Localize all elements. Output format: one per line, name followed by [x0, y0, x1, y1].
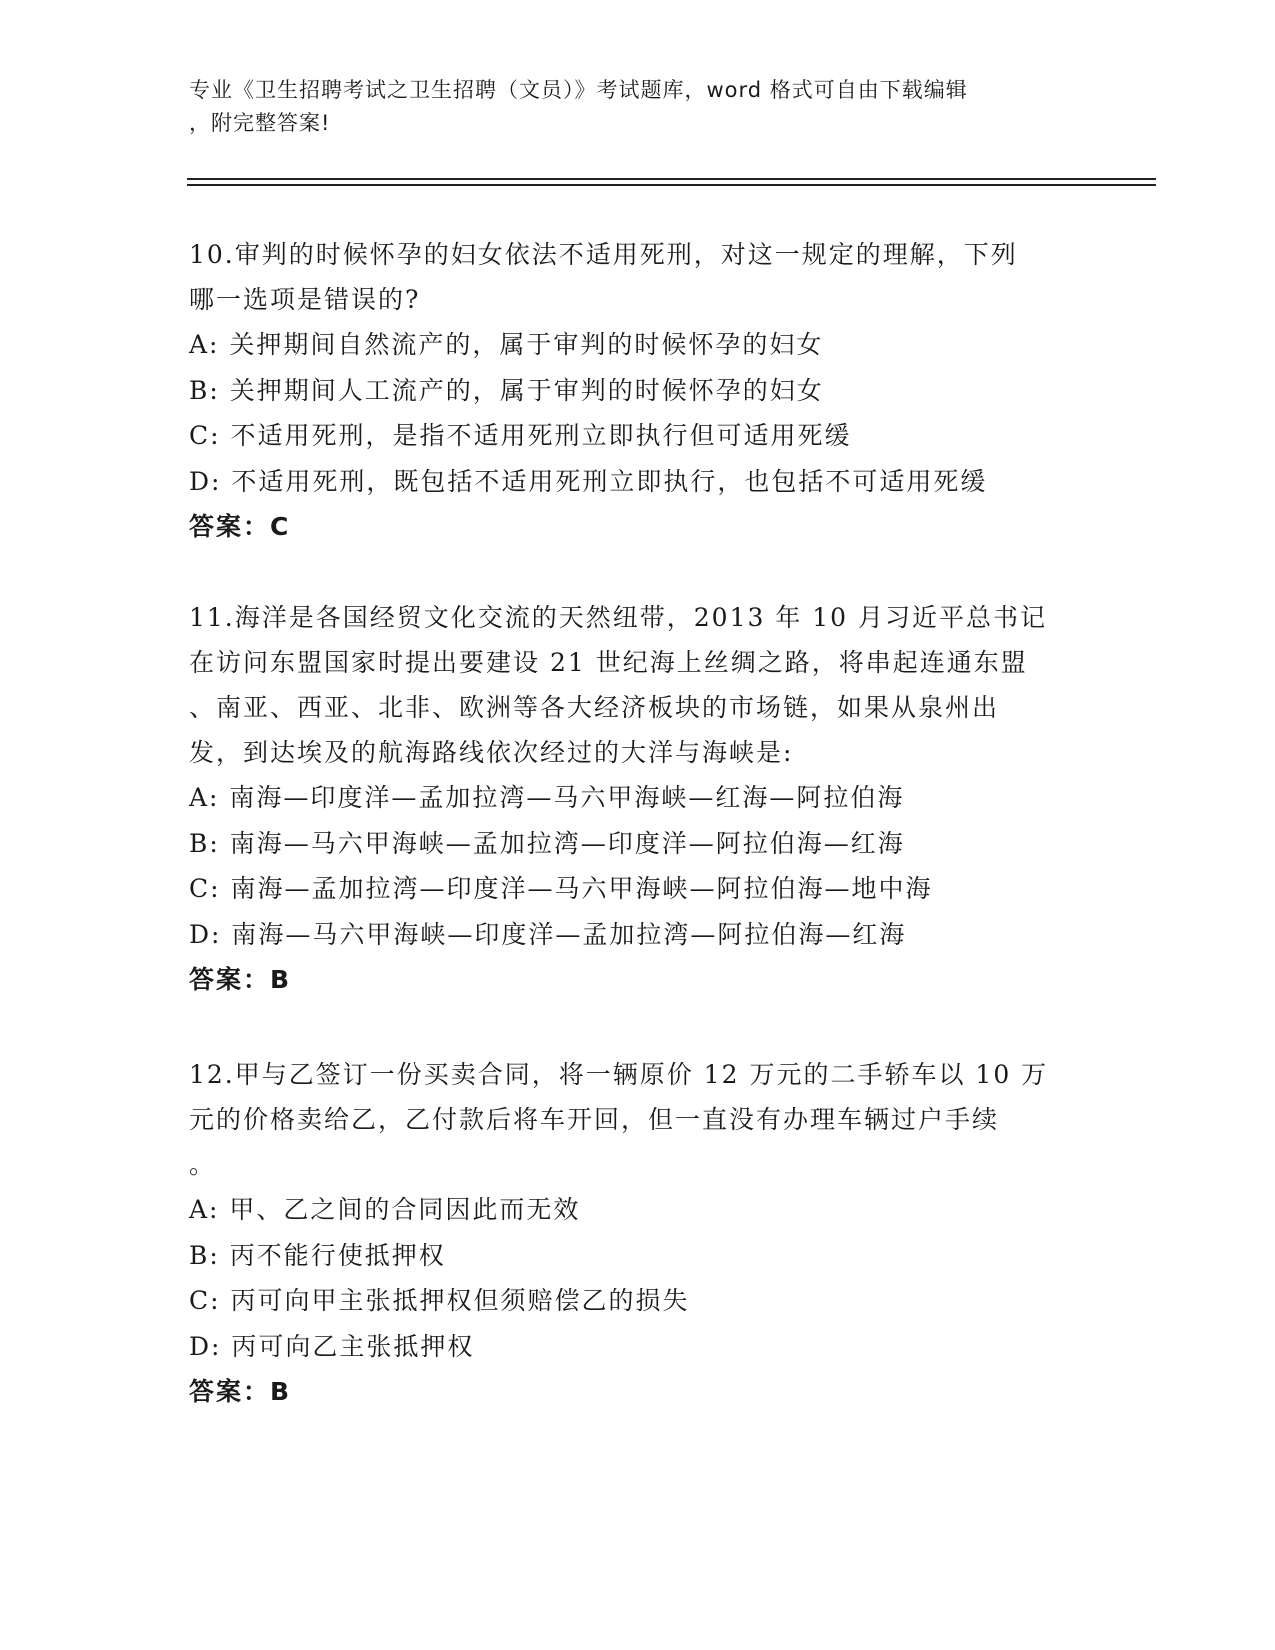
option-d: D: 南海—马六甲海峡—印度洋—孟加拉湾—阿拉伯海—红海 [189, 919, 907, 949]
option-b: B: 丙不能行使抵押权 [189, 1240, 446, 1270]
question-text-line: 元的价格卖给乙，乙付款后将车开回，但一直没有办理车辆过户手续 [189, 1105, 1000, 1134]
option-d: D: 丙可向乙主张抵押权 [189, 1331, 475, 1361]
header-divider-top [187, 178, 1156, 180]
answer-line: 答案：B [189, 1377, 292, 1406]
option-a: A: 关押期间自然流产的，属于审判的时候怀孕的妇女 [189, 330, 824, 359]
answer-line: 答案：B [189, 965, 292, 994]
question-12 [189, 1052, 1089, 1415]
question-10 [189, 232, 1089, 550]
question-text-line: 。 [189, 1150, 217, 1179]
option-a: A: 甲、乙之间的合同因此而无效 [189, 1195, 581, 1224]
question-text-line: 、南亚、西亚、北非、欧洲等各大经济板块的市场链，如果从泉州出 [189, 693, 1000, 722]
option-c: C: 不适用死刑，是指不适用死刑立即执行但可适用死缓 [189, 421, 852, 450]
question-text-line: 在访问东盟国家时提出要建设 21 世纪海上丝绸之路，将串起连通东盟 [189, 648, 1028, 677]
document-header [189, 74, 1069, 140]
header-line-2: ，附完整答案! [189, 111, 331, 135]
question-11 [189, 595, 1089, 1003]
question-text-line: 哪一选项是错误的? [189, 285, 421, 314]
header-line-1: 专业《卫生招聘考试之卫生招聘（文员）》考试题库，word 格式可自由下载编辑 [189, 78, 968, 102]
option-a: A: 南海—印度洋—孟加拉湾—马六甲海峡—红海—阿拉伯海 [189, 783, 905, 812]
option-d: D: 不适用死刑，既包括不适用死刑立即执行，也包括不可适用死缓 [189, 466, 988, 496]
option-b: B: 关押期间人工流产的，属于审判的时候怀孕的妇女 [189, 375, 824, 405]
option-c: C: 丙可向甲主张抵押权但须赔偿乙的损失 [189, 1286, 690, 1315]
option-b: B: 南海—马六甲海峡—孟加拉湾—印度洋—阿拉伯海—红海 [189, 828, 905, 858]
question-text-line: 发，到达埃及的航海路线依次经过的大洋与海峡是: [189, 738, 794, 767]
question-text-line: 12.甲与乙签订一份买卖合同，将一辆原价 12 万元的二手轿车以 10 万 [189, 1060, 1049, 1089]
option-c: C: 南海—孟加拉湾—印度洋—马六甲海峡—阿拉伯海—地中海 [189, 874, 933, 903]
header-divider-bottom [187, 184, 1156, 186]
question-text-line: 11.海洋是各国经贸文化交流的天然纽带，2013 年 10 月习近平总书记 [189, 603, 1048, 632]
question-text-line: 10.审判的时候怀孕的妇女依法不适用死刑，对这一规定的理解，下列 [189, 240, 1018, 269]
answer-line: 答案：C [189, 512, 291, 541]
